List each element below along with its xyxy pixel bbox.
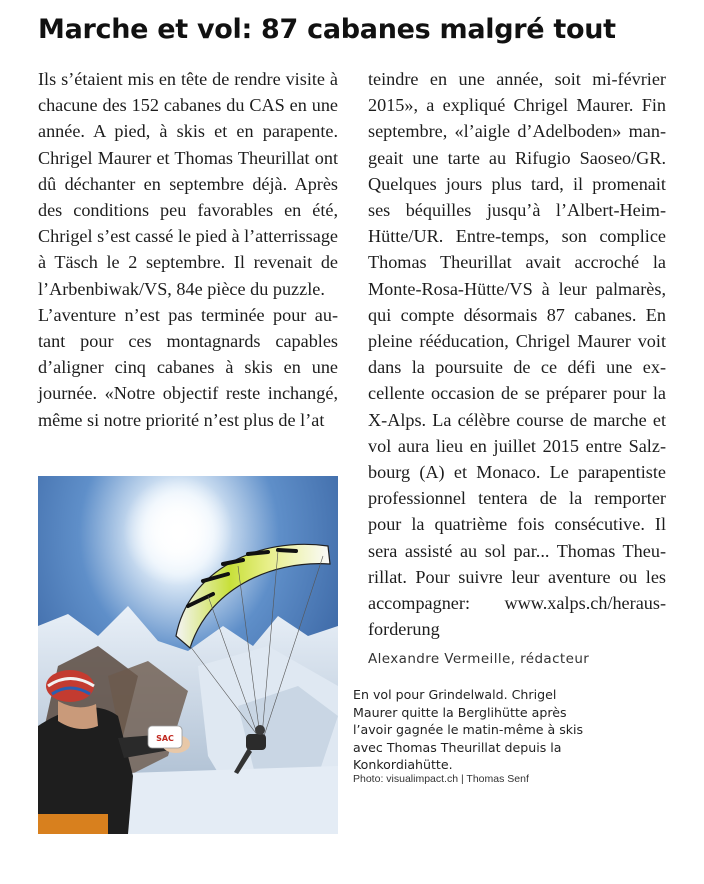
paragraph-1: Ils s’étaient mis en tête de rendre visite à chacune des 152 cabanes du CAS en une année. A pied, à skis et en parapente. Chrigel Maurer et Thomas Theurillat ont dû déchanter en septembre déjà. Après des conditions peu favorables en été, Chrigel s’est cassé le pied à l’atterrissage à Täsch le 2 septembre. Il revenait de l’Arbenbiwak/VS, 84e pièce du puzzle. (38, 69, 338, 299)
sac-mug (148, 726, 182, 748)
mug-label: SAC (156, 734, 174, 743)
article-column-right (368, 66, 666, 673)
photo-caption: En vol pour Grindelwald. Chrigel Maurer quitte la Berglihütte après l’avoir gagnée le matin-même à skis avec Thomas Theurillat depuis la Konkordiahütte. (353, 687, 584, 772)
sun-glare (123, 476, 233, 586)
article-column-left (38, 66, 338, 433)
photo-credit: Photo: visualimpact.ch | Thomas Senf (353, 773, 529, 785)
article-photo (38, 476, 338, 834)
author-byline: Alexandre Vermeille, rédacteur (368, 651, 590, 668)
paragraph-continued: teindre en une année, soit mi-février 2015», a expliqué Chrigel Maurer. Fin septembre, «l’aigle d’Adelboden» mangeait une tarte au Rifugio Saoseo/GR. Quelques jours plus tard, il promenait ses béquilles jusqu’à l’Albert-Heim-Hütte/UR. Entre-temps, son complice Thomas Theurillat avait accroché la Monte-Rosa-Hütte/VS à leur palmarès, qui compte désormais 87 cabanes. En pleine rééducation, Chrigel Maurer voit dans la poursuite de ce défi une excellente occasion de se préparer pour la X-Alps. La célèbre course de marche et vol aura lieu en juillet 2015 entre Salzbourg (A) et Monaco. Le parapentiste professionnel tentera de la remporter pour la quatrième fois consécutive. Il sera assisté au sol par... Thomas Theurillat. Pour suivre leur aventure ou les accompagner: www.xalps.ch/herausforderung (368, 69, 666, 640)
paragraph-2: L’aventure n’est pas terminée pour autant pour ces montagnards capables d’aligner cinq cabanes à skis en une journée. «Notre objectif reste inchangé, même si notre priorité n’est plus de l’at (38, 304, 338, 430)
article-title: Marche et vol: 87 cabanes malgré tout (38, 14, 616, 45)
